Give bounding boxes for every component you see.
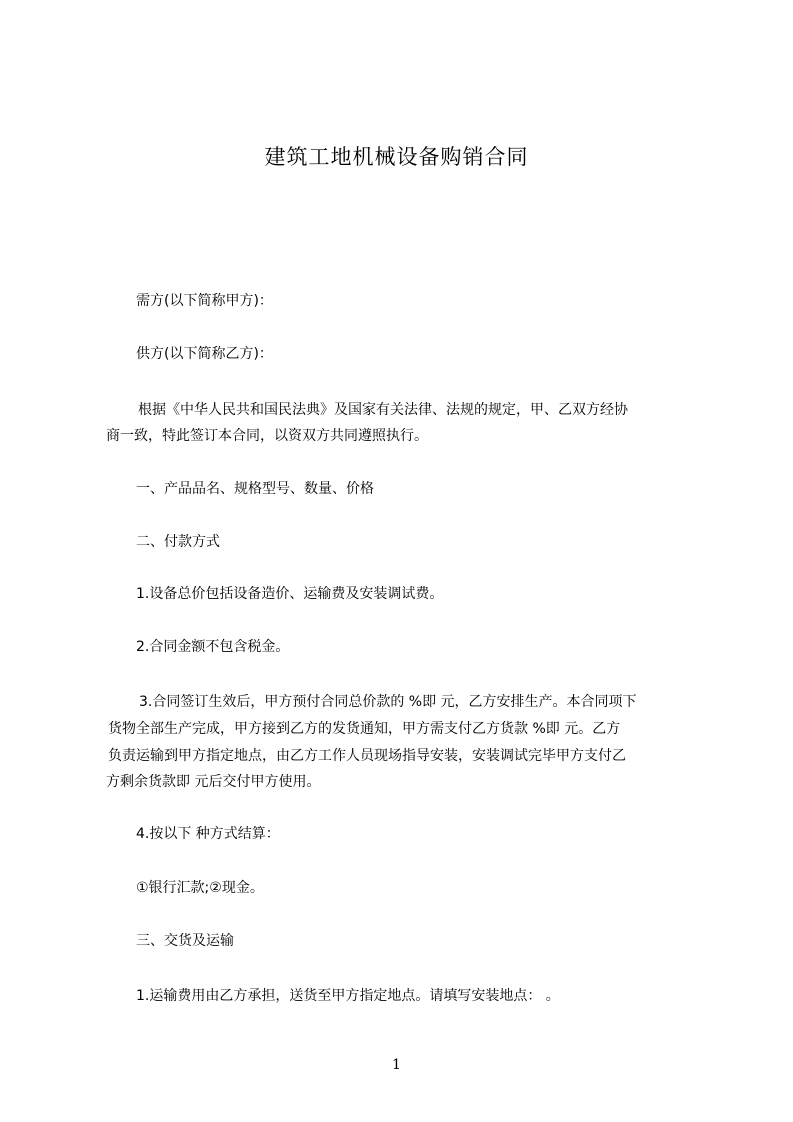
- buyer-line: 需方(以下简称甲方)：: [136, 293, 273, 309]
- intro-paragraph-line-1: 根据《中华人民共和国民法典》及国家有关法律、法规的规定，甲、乙双方经协: [138, 402, 628, 418]
- payment-options: ①银行汇款;②现金。: [136, 880, 264, 896]
- payment-clause-4: 4.按以下 种方式结算：: [136, 826, 280, 842]
- section-heading-delivery: 三、交货及运输: [136, 933, 234, 949]
- payment-clause-3-line-2: 货物全部生产完成，甲方接到乙方的发货通知，甲方需支付乙方货款 %即 元。乙方: [108, 721, 621, 737]
- delivery-clause-1: 1.运输费用由乙方承担，送货至甲方指定地点。请填写安装地点： 。: [136, 988, 560, 1004]
- section-heading-payment: 二、付款方式: [136, 534, 220, 550]
- intro-paragraph-line-2: 商一致，特此签订本合同，以资双方共同遵照执行。: [106, 428, 428, 444]
- payment-clause-3-line-4: 方剩余货款即 元后交付甲方使用。: [106, 774, 321, 790]
- payment-clause-3-line-1: 3.合同签订生效后，甲方预付合同总价款的 %即 元，乙方安排生产。本合同项下: [139, 694, 637, 710]
- page-number: 1: [392, 1057, 401, 1073]
- payment-clause-2: 2.合同金额不包含税金。: [136, 639, 290, 655]
- section-heading-products: 一、产品品名、规格型号、数量、价格: [136, 481, 374, 497]
- seller-line: 供方(以下简称乙方)：: [136, 346, 273, 362]
- payment-clause-1: 1.设备总价包括设备造价、运输费及安装调试费。: [136, 586, 444, 602]
- payment-clause-3-line-3: 负责运输到甲方指定地点，由乙方工作人员现场指导安装，安装调试完毕甲方支付乙: [108, 748, 626, 764]
- document-title: 建筑工地机械设备购销合同: [264, 145, 529, 169]
